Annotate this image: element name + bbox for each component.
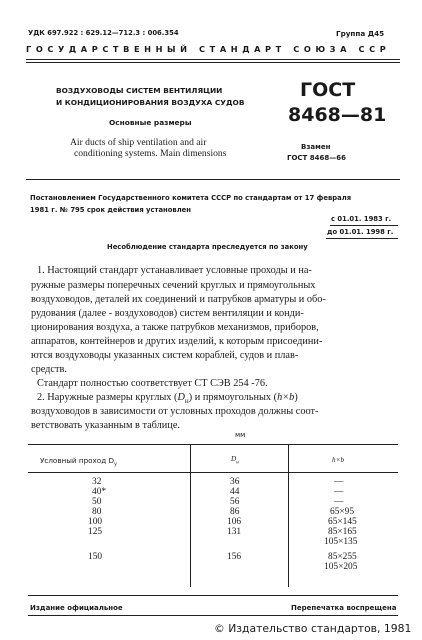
table-header-rule <box>28 472 398 473</box>
table-cell-hb: 85×165 <box>328 527 357 537</box>
footer-rule <box>28 595 398 596</box>
p1-line: аппаратов, контейнеров и других изделий, к которым присоедини- <box>31 336 323 347</box>
replaces-label: Взамен <box>301 143 331 151</box>
footer-reprint-prohibited: Перепечатка воспрещена <box>291 604 397 612</box>
table-cell-dy: 100 <box>88 517 103 527</box>
table-unit: мм <box>235 431 246 439</box>
table-cell-dy: 40* <box>92 487 107 497</box>
group-code: Группа Д45 <box>336 29 385 38</box>
table-cell-dy: 32 <box>92 477 102 487</box>
table-cell-dn: 156 <box>227 552 242 562</box>
table-header-dn: $D_н$ <box>231 455 239 466</box>
table-cell-dy: 50 <box>92 497 102 507</box>
publisher-copyright: © Издательство стандартов, 1981 <box>214 622 412 635</box>
table-col-divider <box>190 444 191 587</box>
table-top-rule <box>28 444 398 445</box>
udk-code: УДК 697.922 : 629.12—712.3 : 006.354 <box>28 29 179 37</box>
table-header-hb: h×b <box>332 456 345 464</box>
p1-line: ционирования воздуха, а также патрубков механизмов, приборов, <box>31 322 319 333</box>
gost-label: ГОСТ <box>300 79 356 101</box>
title-ru-line1: ВОЗДУХОВОДЫ СИСТЕМ ВЕНТИЛЯЦИИ <box>56 86 223 95</box>
table-col-divider <box>288 444 289 587</box>
table-cell-dy: 80 <box>92 507 102 517</box>
table-cell-hb: 105×205 <box>324 562 358 572</box>
table-header-dy: Условный проход $D_у$ <box>40 456 117 468</box>
table-cell-dn: 36 <box>230 477 240 487</box>
replaces-value: ГОСТ 8468—66 <box>287 154 346 162</box>
p1-line: рудования (далее - воздуховодов) систем вентиляции и конди- <box>31 308 304 319</box>
decree-rule <box>26 179 400 180</box>
table-cell-hb: — <box>334 487 344 497</box>
header-rule-top <box>26 59 400 60</box>
p3-line2: воздуховодов в зависимости от условных проходов должны соот- <box>31 406 319 417</box>
title-en-line2: conditioning systems. Main dimensions <box>74 148 227 159</box>
p1-line: воздуховодов, деталей их соединений и патрубков арматуры и обо- <box>31 294 326 305</box>
p1-line: ются воздуховоды указанных систем кораблей, судов и плав- <box>31 350 299 361</box>
footer-official-edition: Издание официальное <box>30 604 123 612</box>
gost-number: 8468—81 <box>288 104 387 126</box>
table-cell-hb: — <box>334 497 344 507</box>
table-cell-dn: 44 <box>230 487 240 497</box>
title-en-line1: Air ducts of ship ventilation and air <box>70 137 207 148</box>
p3-line1: 2. Наружные размеры круглых $(D_н)$ и прямоугольных (h×b) <box>37 392 298 406</box>
table-cell-dy: 125 <box>88 527 103 537</box>
title-ru-subtitle: Основные размеры <box>109 118 192 127</box>
effective-from: с 01.01. 1983 г. <box>331 215 392 223</box>
table-cell-hb: 65×145 <box>328 517 357 527</box>
standard-banner: ГОСУДАРСТВЕННЫЙ СТАНДАРТ СОЮЗА ССР <box>26 44 391 54</box>
table-cell-dn: 131 <box>227 527 242 537</box>
header-rule-bottom <box>26 62 400 63</box>
table-cell-hb: 65×95 <box>330 507 355 517</box>
effective-to: до 01.01. 1998 г. <box>327 228 394 236</box>
p1-line: 1. Настоящий стандарт устанавливает условные проходы и на- <box>37 265 312 276</box>
p1-line: ружные размеры поперечных сечений круглых и прямоугольных <box>31 280 316 291</box>
effective-from-underline <box>330 225 398 226</box>
table-cell-hb: 85×255 <box>328 552 357 562</box>
footer-rule-bottom <box>28 615 398 616</box>
table-cell-dn: 86 <box>230 507 240 517</box>
table-cell-dn: 106 <box>227 517 242 527</box>
effective-to-underline <box>326 238 398 239</box>
p1-line: средств. <box>31 364 67 375</box>
p2-line: Стандарт полностью соответствует СТ СЭВ 254 -76. <box>37 378 268 389</box>
title-ru-line2: И КОНДИЦИОНИРОВАНИЯ ВОЗДУХА СУДОВ <box>56 98 245 107</box>
decree-line1: Постановлением Государственного комитета СССР по стандартам от 17 февраля <box>30 194 352 202</box>
table-cell-dy: 150 <box>88 552 103 562</box>
table-cell-hb: 105×135 <box>324 537 358 547</box>
decree-line2: 1981 г. № 795 срок действия установлен <box>30 206 191 214</box>
table-cell-hb: — <box>334 477 344 487</box>
p3-line3: ветствовать указанным в таблице. <box>31 420 180 431</box>
table-cell-dn: 56 <box>230 497 240 507</box>
violation-notice: Несоблюдение стандарта преследуется по закону <box>107 243 308 251</box>
